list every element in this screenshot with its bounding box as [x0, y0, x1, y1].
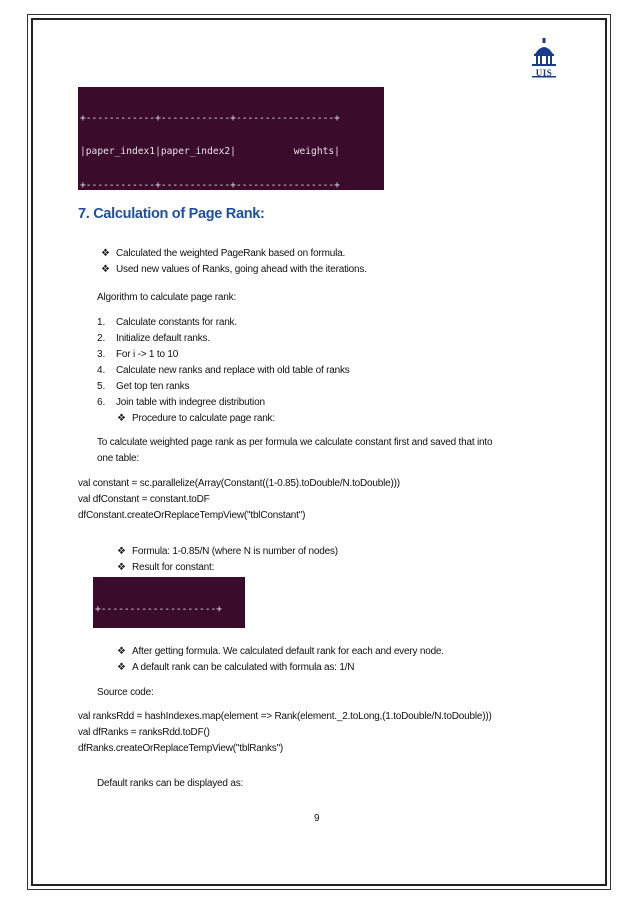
code-line: val dfRanks = ranksRdd.toDF() [78, 727, 210, 738]
diamond-bullet-icon: ❖ [117, 646, 126, 657]
step-number: 1. [97, 317, 106, 328]
step-text: Calculate constants for rank. [116, 317, 237, 328]
bullet-text: Used new values of Ranks, going ahead with the iterations. [116, 264, 367, 275]
terminal-line: +------------+------------+-----------------+ [80, 112, 340, 124]
logo-text: UIS [535, 68, 553, 78]
terminal-line: +--------------------+ [95, 603, 223, 615]
code-line: val dfConstant = constant.toDF [78, 494, 210, 505]
diamond-bullet-icon: ❖ [117, 546, 126, 557]
bullet-text: Calculated the weighted PageRank based on formula. [116, 248, 346, 259]
bullet-text: Result for constant: [132, 562, 215, 573]
diamond-bullet-icon: ❖ [117, 662, 126, 673]
step-number: 6. [97, 397, 106, 408]
paragraph-line: To calculate weighted page rank as per formula we calculate constant first and saved that into [97, 437, 493, 448]
step-number: 5. [97, 381, 106, 392]
step-text: Join table with indegree distribution [116, 397, 265, 408]
diamond-bullet-icon: ❖ [101, 264, 110, 275]
terminal-output-constant [93, 577, 245, 628]
code-line: dfConstant.createOrReplaceTempView("tblConstant") [78, 510, 306, 521]
step-number: 2. [97, 333, 106, 344]
closing-text: Default ranks can be displayed as: [97, 778, 244, 789]
terminal-output-weights [78, 87, 384, 190]
step-text: Initialize default ranks. [116, 333, 210, 344]
algorithm-intro: Algorithm to calculate page rank: [97, 292, 237, 303]
code-line: dfRanks.createOrReplaceTempView("tblRanks") [78, 743, 284, 754]
step-text: Get top ten ranks [116, 381, 190, 392]
step-text: For i -> 1 to 10 [116, 349, 179, 360]
diamond-bullet-icon: ❖ [101, 248, 110, 259]
terminal-line: |paper_index1|paper_index2| weights| [80, 146, 340, 158]
diamond-bullet-icon: ❖ [117, 413, 126, 424]
source-code-label: Source code: [97, 687, 154, 698]
bullet-text: A default rank can be calculated with formula as: 1/N [132, 662, 355, 673]
paragraph-line: one table: [97, 453, 139, 464]
step-text: Calculate new ranks and replace with old table of ranks [116, 365, 350, 376]
sub-bullet-text: Procedure to calculate page rank: [132, 413, 275, 424]
step-number: 4. [97, 365, 106, 376]
terminal-line: +------------+------------+-----------------+ [80, 180, 340, 190]
section-heading: 7. Calculation of Page Rank: [78, 206, 265, 222]
code-line: val ranksRdd = hashIndexes.map(element => Rank(element._2.toLong,(1.toDouble/N.toDouble))) [78, 711, 492, 722]
page-number: 9 [314, 813, 320, 824]
code-line: val constant = sc.parallelize(Array(Constant((1-0.85).toDouble/N.toDouble))) [78, 478, 400, 489]
step-number: 3. [97, 349, 106, 360]
bullet-text: Formula: 1-0.85/N (where N is number of nodes) [132, 546, 338, 557]
bullet-text: After getting formula. We calculated default rank for each and every node. [132, 646, 444, 657]
diamond-bullet-icon: ❖ [117, 562, 126, 573]
